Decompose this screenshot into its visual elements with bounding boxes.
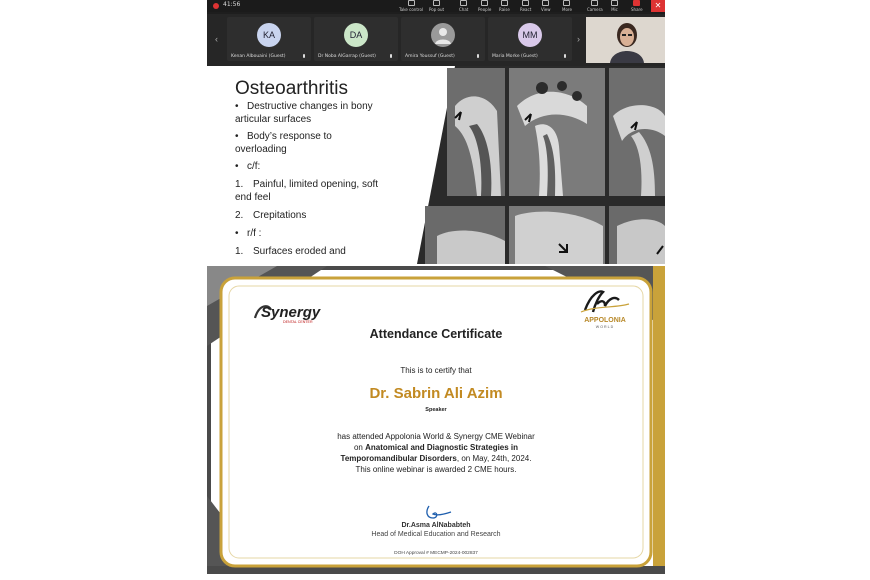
slide-numbered-item: 2. Crepitations [235, 210, 307, 221]
slide-bullet: • c/f: [235, 161, 261, 172]
participant-name: Kenan Albouaini (Guest) [231, 54, 286, 59]
people-button[interactable]: People [478, 0, 491, 12]
ct-scan-images [417, 66, 665, 264]
avatar [431, 23, 455, 47]
svg-text:Synergy: Synergy [261, 304, 321, 321]
person-icon [431, 23, 455, 47]
participant-name: Amira Youssuf (Guest) [405, 54, 455, 59]
muted-mic-icon [390, 54, 392, 58]
slide-bullet: • Destructive changes in bony articular surfaces [235, 101, 373, 125]
svg-text:WORLD: WORLD [595, 325, 615, 329]
participant-strip [207, 14, 665, 66]
certificate-title: Attendance Certificate [369, 327, 503, 341]
meeting-toolbar [207, 0, 665, 12]
synergy-logo [253, 302, 343, 324]
slide-bullet: • r/f : [235, 228, 262, 239]
shared-slide [207, 66, 665, 264]
avatar: KA [257, 23, 281, 47]
mic-button[interactable]: Mic [611, 0, 618, 12]
self-video-image [586, 17, 665, 63]
participant-tile[interactable] [314, 17, 398, 61]
more-button[interactable]: More [562, 0, 572, 12]
recipient-name: Dr. Sabrin Ali Azim [369, 385, 503, 402]
pop-out-button[interactable]: Pop out [429, 0, 444, 12]
signer-title: Head of Medical Education and Research [371, 531, 501, 538]
meeting-timer: 41:56 [223, 1, 241, 8]
view-button[interactable]: View [541, 0, 551, 12]
avatar: MM [518, 23, 542, 47]
take-control-button[interactable]: Take control [399, 0, 423, 12]
certificate-body-line2: on Anatomical and Diagnostic Strategies in [353, 443, 519, 452]
prev-page-icon[interactable]: ‹ [215, 34, 218, 44]
participant-tile[interactable] [488, 17, 572, 61]
appolonia-logo [575, 286, 635, 332]
recording-icon [213, 3, 219, 9]
muted-mic-icon [564, 54, 566, 58]
participant-name: Dr Noba AlGarrap (Guest) [318, 54, 376, 59]
certificate-body-line3: Temporomandibular Disorders, on May, 24th, 2024. [340, 454, 532, 463]
certificate-body-line4: This online webinar is awarded 2 CME hours. [355, 465, 517, 474]
signer-name: Dr.Asma AlNababteh [401, 522, 471, 529]
react-icon [522, 0, 529, 6]
approval-number: DOH Approval # MECMP-2024-002837 [394, 551, 478, 556]
chat-icon [460, 0, 467, 6]
share-button[interactable]: Share [631, 0, 643, 12]
participant-tile[interactable] [227, 17, 311, 61]
next-page-icon[interactable]: › [577, 34, 580, 44]
take-control-icon [408, 0, 415, 6]
chat-button[interactable]: Chat [459, 0, 468, 12]
certificate-body-line1: has attended Appolonia World & Synergy CME Webinar [337, 432, 535, 441]
slide-numbered-item: 1. Painful, limited opening, soft end feel [235, 179, 379, 203]
self-video [586, 17, 665, 63]
react-button[interactable]: React [520, 0, 531, 12]
people-icon [481, 0, 488, 6]
mic-icon [611, 0, 618, 6]
attendance-certificate [207, 266, 665, 574]
signature-image [423, 502, 453, 522]
raise-hand-icon [501, 0, 508, 6]
certificate-intro: This is to certify that [400, 366, 472, 375]
more-icon [563, 0, 570, 6]
avatar: DA [344, 23, 368, 47]
camera-button[interactable]: Camera [587, 0, 603, 12]
svg-text:APPOLONIA: APPOLONIA [584, 317, 626, 324]
view-icon [542, 0, 549, 6]
muted-mic-icon [303, 54, 305, 58]
slide-bullet: • Body’s response to overloading [235, 131, 332, 155]
slide-title: Osteoarthritis [235, 78, 348, 99]
raise-hand-button[interactable]: Raise [499, 0, 510, 12]
participant-name: Maria Morke (Guest) [492, 54, 538, 59]
leave-call-button[interactable]: ✕ [651, 0, 665, 12]
svg-text:DENTAL CENTER: DENTAL CENTER [283, 320, 313, 324]
camera-icon [591, 0, 598, 6]
participant-tile[interactable] [401, 17, 485, 61]
meeting-screenshot [207, 0, 665, 264]
recipient-role: Speaker [425, 407, 447, 413]
muted-mic-icon [477, 54, 479, 58]
pop-out-icon [433, 0, 440, 6]
slide-numbered-item: 1. Surfaces eroded and [235, 246, 346, 257]
share-icon [633, 0, 640, 6]
